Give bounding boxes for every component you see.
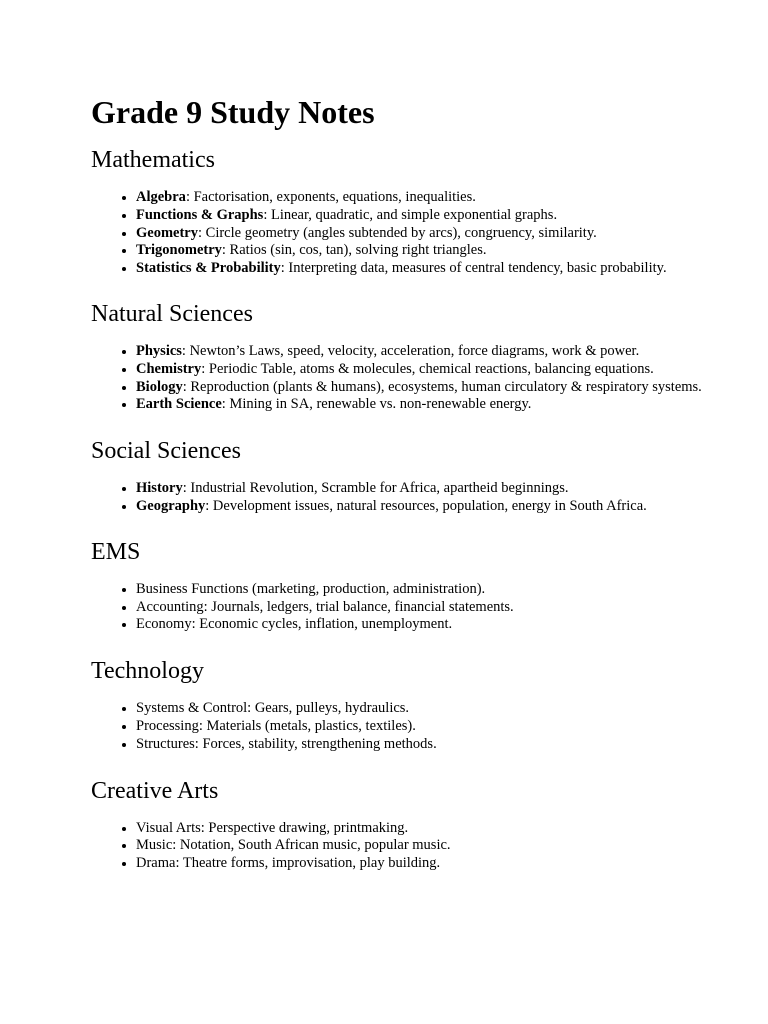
- social-sciences-list: [91, 480, 708, 516]
- list-item-term: Statistics & Probability: [136, 260, 281, 277]
- section-heading-technology: Technology: [91, 658, 204, 685]
- natural-sciences-list: [91, 343, 708, 414]
- list-item: • Systems & Control: Gears, pulleys, hydraulics.: [136, 700, 708, 718]
- list-item: [136, 361, 708, 379]
- list-item: [136, 189, 708, 207]
- list-item: [136, 225, 708, 243]
- list-item-text: : Interpreting data, measures of central tendency, basic probability.: [280, 260, 667, 277]
- list-item: • Business Functions (marketing, production, administration).: [136, 581, 708, 599]
- document-title: Grade 9 Study Notes: [91, 94, 375, 130]
- list-item-term: Functions & Graphs: [136, 206, 264, 223]
- list-item-text: : Reproduction (plants & humans), ecosystems, human circulatory & respiratory systems.: [182, 378, 702, 395]
- list-item-term: Physics: [136, 342, 182, 359]
- list-item-term: History: [136, 480, 183, 497]
- list-item: • Visual Arts: Perspective drawing, printmaking.: [136, 820, 708, 838]
- section-heading-social-sciences: Social Sciences: [91, 438, 241, 465]
- list-item: • Structures: Forces, stability, strengthening methods.: [136, 736, 708, 754]
- list-item-term: Earth Science: [136, 396, 222, 413]
- section-social-sciences: [91, 436, 708, 516]
- list-item-term: Chemistry: [136, 360, 202, 377]
- list-item: [136, 260, 708, 278]
- list-item-text: : Factorisation, exponents, equations, inequalities.: [185, 189, 476, 205]
- list-item-term: Biology: [136, 378, 183, 395]
- creative-arts-list: [91, 820, 708, 873]
- section-ems: [91, 537, 708, 634]
- section-heading-ems: EMS: [91, 538, 141, 565]
- list-item-text: : Linear, quadratic, and simple exponential graphs.: [263, 206, 558, 223]
- section-natural-sciences: [91, 299, 708, 414]
- list-item: [136, 207, 708, 225]
- list-item: • Processing: Materials (metals, plastics, textiles).: [136, 718, 708, 736]
- list-item-text: : Newton’s Laws, speed, velocity, acceleration, force diagrams, work & power.: [181, 342, 640, 359]
- list-item: [136, 379, 708, 397]
- list-item: [136, 480, 708, 498]
- section-creative-arts: [91, 776, 708, 873]
- list-item: [136, 242, 708, 260]
- list-item: • Accounting: Journals, ledgers, trial balance, financial statements.: [136, 599, 708, 617]
- list-item: [136, 396, 708, 414]
- list-item-text: : Development issues, natural resources, population, energy in South Africa.: [205, 497, 647, 514]
- section-heading-mathematics: Mathematics: [91, 147, 215, 173]
- list-item-text: : Ratios (sin, cos, tan), solving right triangles.: [221, 242, 487, 259]
- list-item: [136, 498, 708, 516]
- list-item: • Economy: Economic cycles, inflation, unemployment.: [136, 616, 708, 634]
- list-item-text: : Periodic Table, atoms & molecules, chemical reactions, balancing equations.: [201, 360, 654, 377]
- list-item-term: Geometry: [136, 224, 198, 241]
- list-item: • Drama: Theatre forms, improvisation, play building.: [136, 855, 708, 873]
- list-item-term: Geography: [136, 497, 206, 514]
- technology-list: [91, 700, 708, 753]
- ems-list: [91, 581, 708, 634]
- list-item-term: Trigonometry: [136, 242, 222, 259]
- list-item-term: Algebra: [136, 189, 186, 205]
- list-item: • Music: Notation, South African music, popular music.: [136, 837, 708, 855]
- section-heading-creative-arts: Creative Arts: [91, 777, 219, 804]
- section-mathematics: [91, 145, 708, 278]
- list-item-text: : Circle geometry (angles subtended by arcs), congruency, similarity.: [198, 224, 597, 241]
- section-heading-natural-sciences: Natural Sciences: [91, 300, 253, 327]
- mathematics-list: [91, 189, 708, 278]
- list-item-text: : Industrial Revolution, Scramble for Africa, apartheid beginnings.: [182, 480, 569, 497]
- list-item-text: : Mining in SA, renewable vs. non-renewable energy.: [221, 396, 532, 413]
- section-technology: [91, 656, 708, 753]
- list-item: [136, 343, 708, 361]
